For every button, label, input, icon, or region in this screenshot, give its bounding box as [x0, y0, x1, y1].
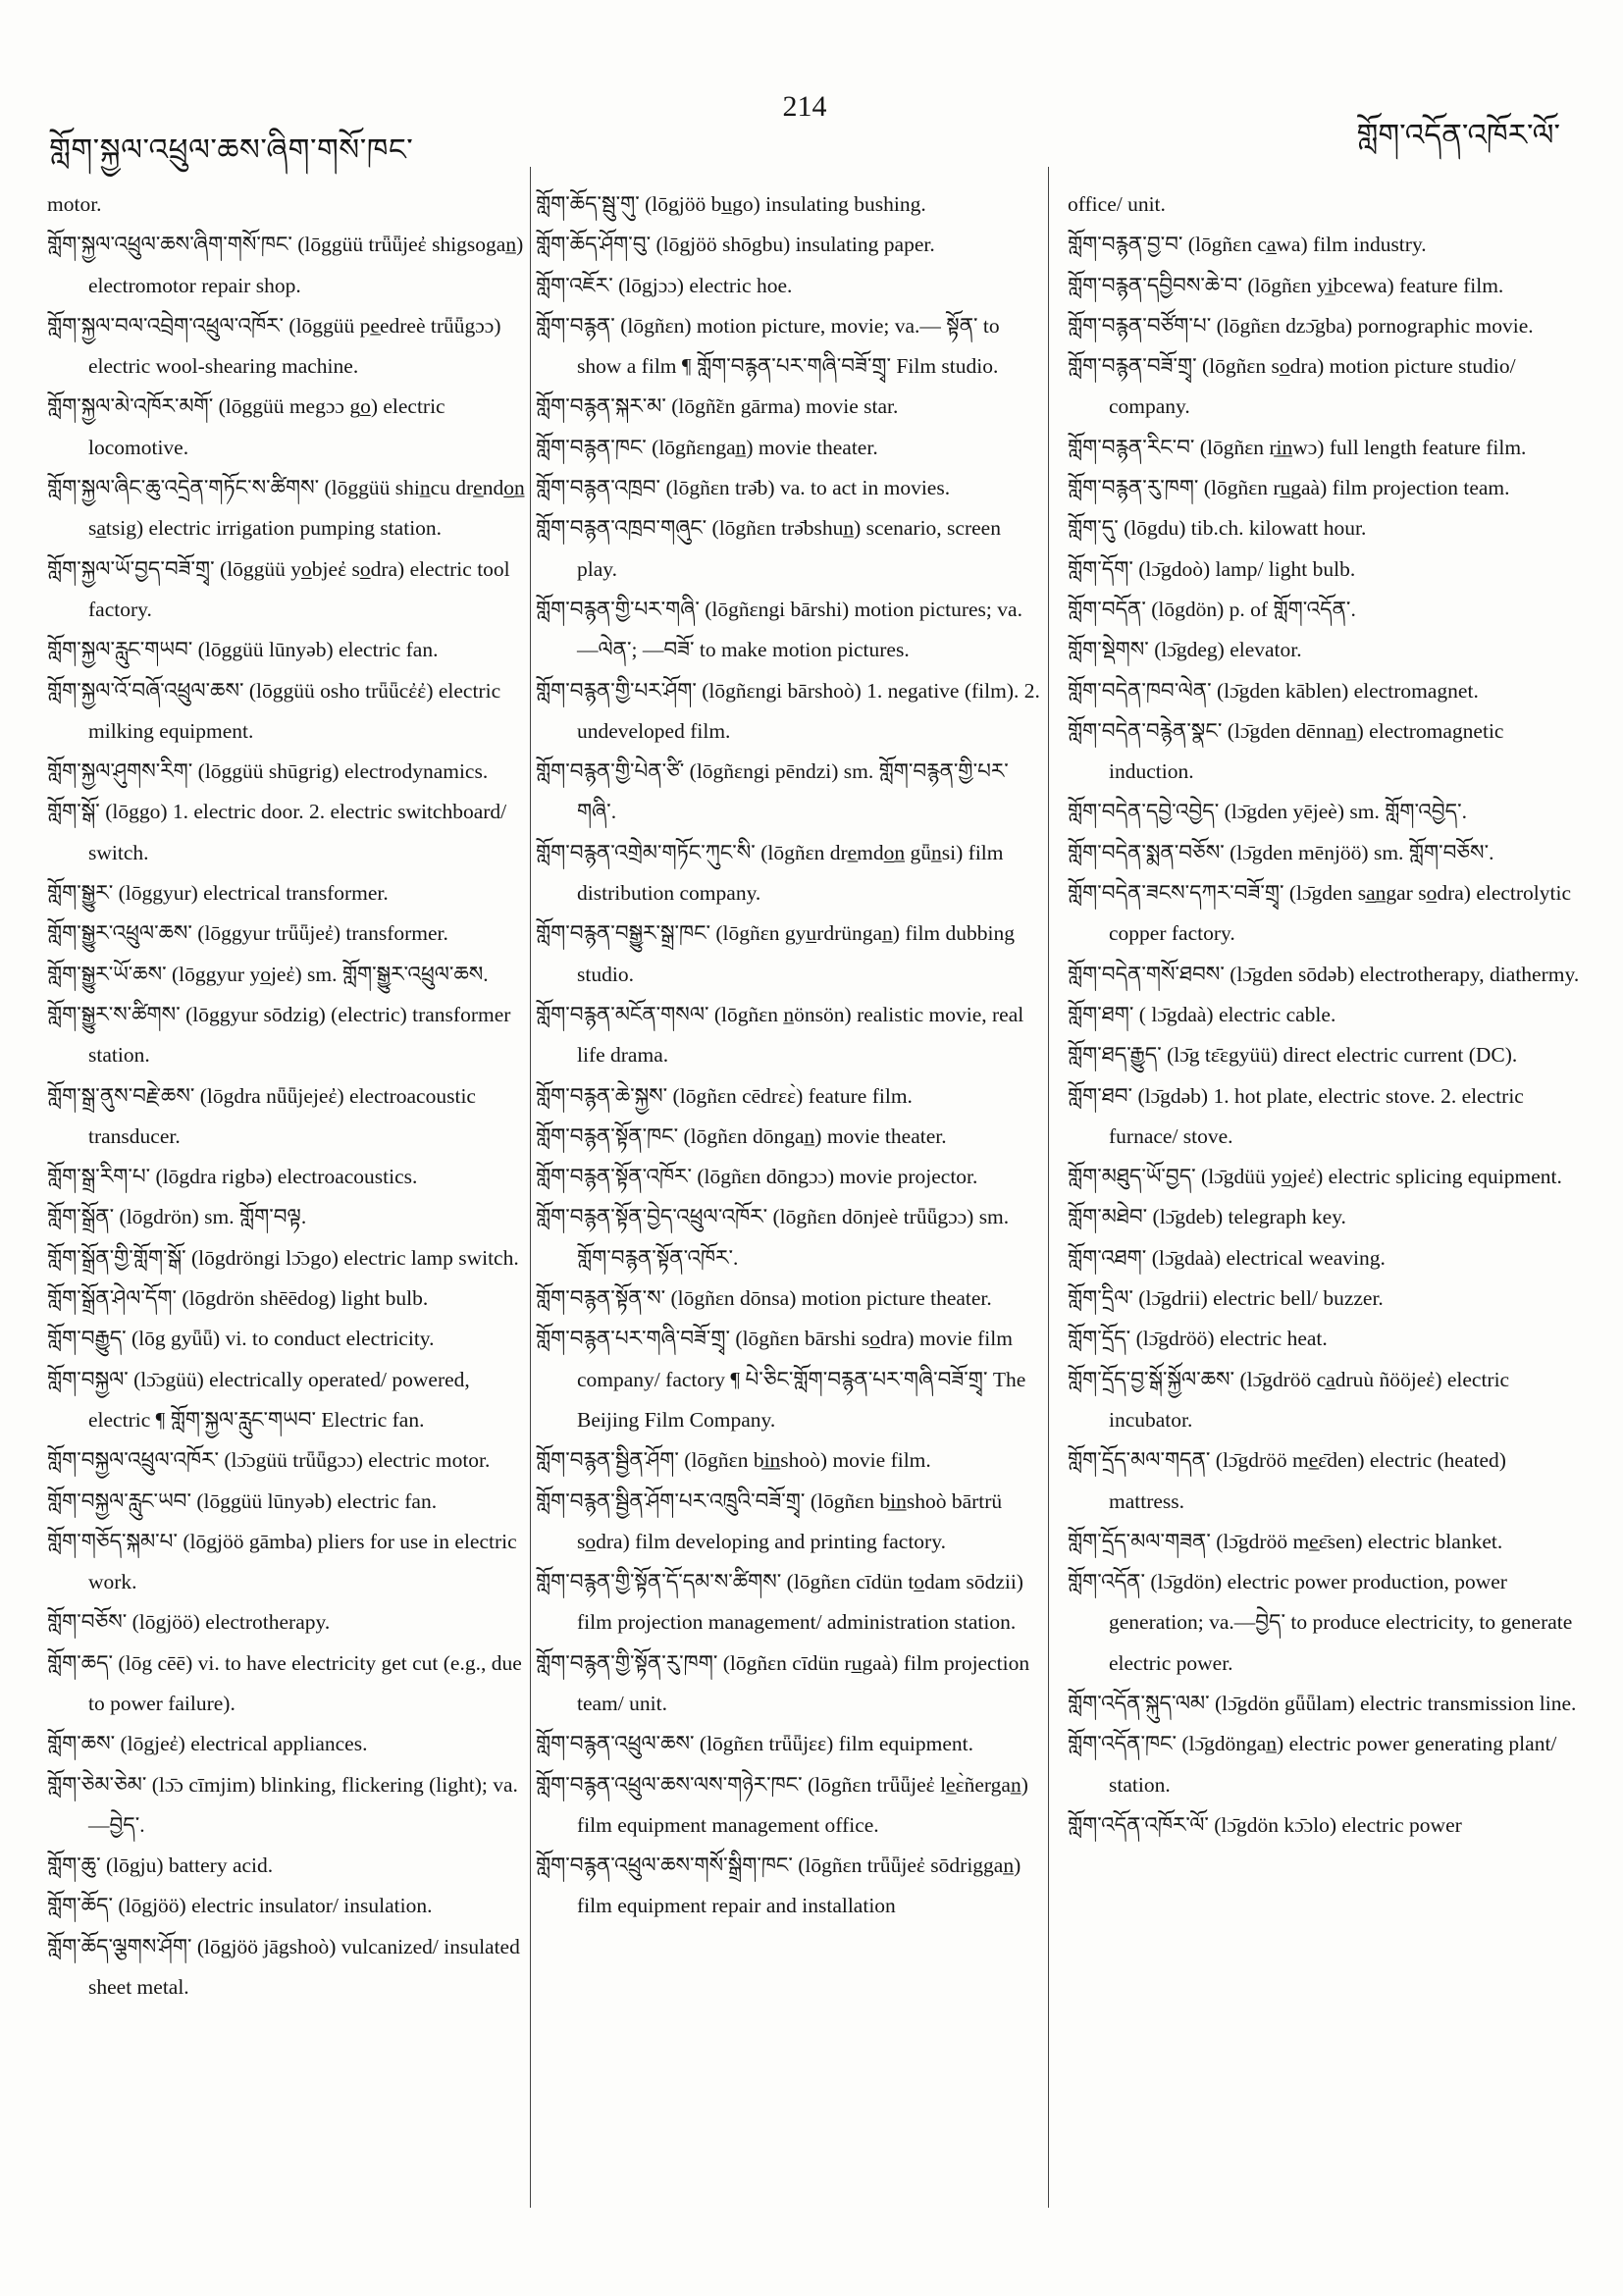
dictionary-entry: གློག་བརྙན་སྟོན་འཁོར་ (lōgñɛn dōngɔɔ) movie projector.: [536, 1165, 978, 1189]
page-header: [0, 0, 1623, 177]
dictionary-entry: གློག་ཐག་ ( lɔ̄gdaà) electric cable.: [1068, 1002, 1336, 1026]
dictionary-entry: གློག་བརྙན་འཁྲབ་ (lōgñɛn trə̄b) va. to act in movies.: [536, 476, 951, 500]
dictionary-entry: གློག་བརྙན་སྟོན་ས་ (lōgñɛn dōnsa) motion picture theater.: [536, 1286, 992, 1311]
dictionary-entry: གློག་སྒྱུར་ས་ཚིགས་ (lōggyur sōdzig) (electric) transformer station.: [47, 1002, 511, 1068]
dictionary-entry: office/ unit.: [1068, 192, 1166, 216]
dictionary-entry: གློག་བརྙན་མངོན་གསལ་ (lōgñɛn n̲önsön) realistic movie, real life drama.: [536, 1002, 1024, 1068]
dictionary-entry: གློག་གཅོད་སྐམ་པ་ (lōgjöö gāmba) pliers for use in electric work.: [47, 1529, 517, 1594]
dictionary-entry: གློག་སྐྱལ་ཞིང་ཆུ་འདྲེན་གཏོང་ས་ཚིགས་ (lōggüü shin̲cu dre̲ndo̲n̲ sa̲tsig) electric irrigation pumping station.: [47, 476, 525, 541]
dictionary-entry: གློག་བརྙན་གྱི་སྟོན་དོ་དམ་ས་ཚིགས་ (lōgñɛn cīdün to̲dam sōdzii) film projection management/ administration station.: [536, 1570, 1023, 1635]
dictionary-entry: གློག་བདེན་སྨན་བཅོས་ (lɔ̄gden mēnjöö) sm. གློག་བཅོས་.: [1068, 840, 1494, 864]
dictionary-entry: གློག་འདོན་སྐུད་ལམ་ (lɔ̄gdön gǖǖlam) electric transmission line.: [1068, 1691, 1577, 1715]
dictionary-entry: གློག་མཐུད་ཡོ་བྱད་ (lɔ̄gdüü yo̲jeἐ) electric splicing equipment.: [1068, 1165, 1562, 1189]
dictionary-entry: གློག་མཐེབ་ (lɔ̄gdeb) telegraph key.: [1068, 1205, 1346, 1229]
dictionary-entry: གློག་བརྙན་གྱི་པར་གཞི་ (lōgñɛngi bārshi) motion pictures; va.—ལེན་; —བཟོ་ to make motion pictures.: [536, 597, 1022, 662]
dictionary-entry: གློག་ཐབ་ (lɔ̄gdəb) 1. hot plate, electric stove. 2. electric furnace/ stove.: [1068, 1083, 1524, 1148]
dictionary-entry: གློག་བདེན་གསོ་ཐབས་ (lɔ̄gden sōdəb) electrotherapy, diathermy.: [1068, 962, 1580, 986]
dictionary-entry: གློག་སྒྲ་ནུས་བརྗེ་ཆས་ (lōgdra nǖǖjejeἐ) electroacoustic transducer.: [47, 1083, 476, 1148]
dictionary-entry: གློག་ཅེམ་ཅེམ་ (lɔ̄ɔ cīmjim) blinking, flickering (light); va.—བྱེད་.: [47, 1772, 518, 1837]
dictionary-entry: གློག་བརྙན་ཆེ་སྐྱས་ (lōgñɛn cēdrɛɛ̀) feature film.: [536, 1083, 913, 1108]
dictionary-entry: གློག་སྒྲ་རིག་པ་ (lōgdra rigbə) electroacoustics.: [47, 1165, 418, 1189]
dictionary-entry: གློག་བསྐྱལ་འཕྲུལ་འཁོར་ (lɔ̄ɔgüü trǖǖgɔɔ) electric motor.: [47, 1448, 491, 1473]
dictionary-entry: གློག་བརྙན་གྱི་པེན་ཙི་ (lōgñɛngi pēndzi) sm. གློག་བརྙན་གྱི་པར་གཞི་.: [536, 759, 1009, 824]
dictionary-entry: motor.: [47, 192, 102, 216]
dictionary-entry: གློག་བརྙན་འཕྲུལ་ཆས་གསོ་སྒྲིག་ཁང་ (lōgñɛn trǖǖjeἐ sōdriggan̲) film equipment repair and installation: [536, 1853, 1021, 1918]
dictionary-entry: གློག་བརྙན་སྦྱིན་ཤོག་ (lōgñɛn bi̲n̲shoò) movie film.: [536, 1448, 931, 1473]
dictionary-entry: གློག་བསྐྱལ་ (lɔ̄ɔgüü) electrically operated/ powered, electric ¶ གློག་སྐྱལ་རླུང་གཡབ་ Electric fan.: [47, 1367, 470, 1432]
dictionary-entry: གློག་བརྙན་སྟོན་བྱེད་འཕྲུལ་འཁོར་ (lōgñɛn dōnjeè trǖǖgɔɔ) sm. གློག་བརྙན་སྟོན་འཁོར་.: [536, 1205, 1010, 1270]
dictionary-entry: གློག་བརྙན་བཙོག་པ་ (lōgñɛn dzɔ̄gba) pornographic movie.: [1068, 313, 1534, 338]
dictionary-entry: གློག་ཐད་རྒྱུད་ (lɔ̄g tɛ̄ɛgyüü) direct electric current (DC).: [1068, 1043, 1518, 1068]
dictionary-entry: གློག་སྒོ་ (lōggo) 1. electric door. 2. electric switchboard/ switch.: [47, 800, 507, 864]
dictionary-entry: གློག་བརྙན་འགྲེམ་གཏོང་ཀུང་སི་ (lōgñɛn dre̲mdo̲n̲ gǖn̲si) film distribution company.: [536, 840, 1004, 906]
dictionary-entry: གློག་དྲོད་བྱ་སྒོ་སྐྱོལ་ཆས་ (lɔ̄gdröö ca̲druù ñööjeἐ) electric incubator.: [1068, 1367, 1510, 1432]
dictionary-entry: གློག་སྐྱལ་འོ་བཞོ་འཕྲུལ་ཆས་ (lōggüü osho trǖǖcἐἐ) electric milking equipment.: [47, 678, 501, 743]
dictionary-entry: གློག་འདོན་ (lɔ̄gdön) electric power production, power generation; va.—བྱེད་ to produce electricity, to generate electric power.: [1068, 1570, 1573, 1675]
dictionary-entry: གློག་བདེན་ཁབ་ལེན་ (lɔ̄gden kāblen) electromagnet.: [1068, 678, 1479, 703]
dictionary-entry: གློག་དུ་ (lōgdu) tib.ch. kilowatt hour.: [1068, 516, 1367, 541]
dictionary-entry: གློག་སྐྱལ་མེ་འཁོར་མགོ་ (lōggüü megɔɔ go̲) electric locomotive.: [47, 394, 445, 459]
dictionary-entry: གློག་སྡེགས་ (lɔ̄gdeg) elevator.: [1068, 638, 1302, 662]
dictionary-entry: གློག་འཐག་ (lɔ̄gdaà) electrical weaving.: [1068, 1245, 1386, 1270]
dictionary-entry: གློག་བརྙན་བྱ་བ་ (lōgñɛn ca̲wa) film industry.: [1068, 233, 1427, 257]
dictionary-entry: གློག་ཆོད་ཤོག་བུ་ (lōgjöö shōgbu) insulating paper.: [536, 233, 935, 257]
dictionary-entry: གློག་བརྙན་གྱི་པར་ཤོག་ (lōgñɛngi bārshoò) 1. negative (film). 2. undeveloped film.: [536, 678, 1040, 743]
dictionary-entry: གློག་བརྙན་བསྒྱུར་སྒྲ་ཁང་ (lōgñɛn gyu̲rdrüngan̲) film dubbing studio.: [536, 921, 1016, 986]
dictionary-entry: གློག་འཇོར་ (lōgjɔɔ) electric hoe.: [536, 273, 793, 297]
dictionary-entry: གློག་བརྙན་པར་གཞི་བཟོ་གྲྭ་ (lōgñɛn bārshi so̲dra) movie film company/ factory ¶ པེ་ཅིང་གློག་བརྙན་པར་གཞི་བཟོ་གྲྭ་ The Beijing Film Company.: [536, 1327, 1026, 1432]
dictionary-entry: གློག་ཆོད་ (lōgjöö) electric insulator/ insulation.: [47, 1894, 433, 1918]
dictionary-entry: གློག་ཆོད་ལྕགས་ཤོག་ (lōgjöö jāgshoò) vulcanized/ insulated sheet metal.: [47, 1934, 520, 2000]
dictionary-entry: གློག་བདོན་ (lōgdön) p. of གློག་འདོན་.: [1068, 597, 1356, 621]
dictionary-entry: གློག་སྒྲོན་ (lōgdrön) sm. གློག་བལྟ.: [47, 1205, 307, 1229]
dictionary-entry: གློག་སྐྱལ་རླུང་གཡབ་ (lōggüü lūnyəb) electric fan.: [47, 638, 439, 662]
running-head-right: གློག་འདོན་འཁོར་ལོ་: [1356, 118, 1560, 153]
dictionary-column-2: [536, 184, 1042, 2257]
dictionary-entry: གློག་བརྙན་གྱི་སྟོན་རུ་ཁག་ (lōgñɛn cīdün ru̲gaà) film projection team/ unit.: [536, 1650, 1030, 1715]
column-divider: [1048, 167, 1049, 2208]
dictionary-entry: གློག་འདོན་འཁོར་ལོ་ (lɔ̄gdön kɔ̄ɔlo) electric power: [1068, 1812, 1462, 1837]
dictionary-entry: གློག་སྒྱུར་འཕྲུལ་ཆས་ (lōggyur trǖǖjeἐ) transformer.: [47, 921, 448, 946]
dictionary-entry: གློག་བརྙན་འཁྲབ་གཞུང་ (lōgñɛn trə̄bshun̲) scenario, screen play.: [536, 516, 1001, 581]
dictionary-entry: གློག་བདེན་བརྙེན་སྣང་ (lɔ̄gden dēnnan̲) electromagnetic induction.: [1068, 718, 1504, 784]
running-head-left: གློག་སྐྱལ་འཕྲུལ་ཆས་ཞིག་གསོ་ཁང་: [49, 132, 414, 168]
dictionary-entry: གློག་འདོན་ཁང་ (lɔ̄gdöngan̲) electric power generating plant/ station.: [1068, 1732, 1557, 1797]
dictionary-entry: གློག་བརྙན་འཕྲུལ་ཆས་ (lōgñɛn trǖǖjɛɛ) film equipment.: [536, 1732, 973, 1756]
page-number: 214: [782, 90, 827, 123]
dictionary-entry: གློག་བསྐྱལ་རླུང་ཡབ་ (lōggüü lūnyəb) electric fan.: [47, 1488, 438, 1513]
dictionary-entry: གློག་སྒྱུར་ཡོ་ཆས་ (lōggyur yo̲jeἐ) sm. གློག་སྒྱུར་འཕྲུལ་ཆས.: [47, 962, 489, 986]
dictionary-entry: གློག་ཆས་ (lōgjeἐ) electrical appliances.: [47, 1732, 368, 1756]
dictionary-entry: གློག་སྐྱལ་བལ་འབྲེག་འཕྲུལ་འཁོར་ (lōggüü pe̲edreè trǖǖgɔɔ) electric wool-shearing machine.: [47, 313, 501, 379]
dictionary-entry: གློག་བརྙན་ (lōgñɛn) motion picture, movie; va.— སྟོན་ to show a film ¶ གློག་བརྙན་པར་གཞི་བཟོ་གྲྭ་ Film studio.: [536, 313, 1000, 379]
dictionary-entry: གློག་སྒྲོན་ཤེལ་དོག་ (lōgdrön shēēdog) light bulb.: [47, 1286, 429, 1311]
dictionary-entry: གློག་བརྒྱུད་ (lōg gyǖǖ) vi. to conduct electricity.: [47, 1327, 435, 1351]
dictionary-entry: གློག་ཆད་ (lōg cēē) vi. to have electricity get cut (e.g., due to power failure).: [47, 1650, 522, 1715]
dictionary-entry: གློག་བརྙན་ཁང་ (lōgñɛngan̲) movie theater.: [536, 435, 878, 459]
dictionary-entry: གློག་དྲོད་ (lɔ̄gdröö) electric heat.: [1068, 1327, 1328, 1351]
dictionary-entry: གློག་བརྙན་སྟོན་ཁང་ (lōgñɛn dōngan̲) movie theater.: [536, 1123, 947, 1148]
dictionary-entry: གློག་དོག་ (lɔ̄gdoò) lamp/ light bulb.: [1068, 556, 1356, 581]
dictionary-entry: གློག་དྲིལ་ (lɔ̄gdrii) electric bell/ buzzer.: [1068, 1286, 1384, 1311]
dictionary-entry: གློག་བརྙན་དབྱིབས་ཆེ་བ་ (lōgñɛn yi̲bcewa) feature film.: [1068, 273, 1504, 297]
dictionary-entry: གློག་བཅོས་ (lōgjöö) electrotherapy.: [47, 1610, 331, 1635]
dictionary-entry: གློག་ཆུ་ (lōgju) battery acid.: [47, 1853, 274, 1878]
dictionary-entry: གློག་སྐྱལ་ཤུགས་རིག་ (lōggüü shūgrig) electrodynamics.: [47, 759, 489, 784]
dictionary-entry: གློག་བརྙན་རིང་བ་ (lōgñɛn ri̲n̲wɔ) full length feature film.: [1068, 435, 1527, 459]
dictionary-column-3: [1068, 184, 1586, 2257]
dictionary-entry: གློག་བདེན་དབྱེ་འབྱེད་ (lɔ̄gden yējeè) sm. གློག་འབྱེད་.: [1068, 800, 1468, 824]
dictionary-entry: གློག་བརྙན་འཕྲུལ་ཆས་ལས་གཉེར་ཁང་ (lōgñɛn trǖǖjeἐ le̲ɛ̀ñergan̲) film equipment management office.: [536, 1772, 1028, 1837]
dictionary-entry: གློག་བརྙན་བཟོ་གྲྭ་ (lōgñɛn so̲dra) motion picture studio/ company.: [1068, 354, 1516, 419]
dictionary-entry: གློག་བརྙན་རུ་ཁག་ (lōgñɛn ru̲gaà) film projection team.: [1068, 476, 1510, 500]
dictionary-entry: གློག་དྲོད་མལ་གཟན་ (lɔ̄gdröö me̲ɛ̄sen) electric blanket.: [1068, 1529, 1503, 1553]
column-divider: [530, 167, 531, 2208]
dictionary-entry: གློག་བརྙན་སྦྱིན་ཤོག་པར་འཁྲུའི་བཟོ་གྲྭ་ (lōgñɛn bi̲n̲shoò bārtrü so̲dra) film developing and printing factory.: [536, 1488, 1003, 1553]
dictionary-entry: གློག་སྒྱུར་ (lōggyur) electrical transformer.: [47, 881, 389, 906]
dictionary-entry: གློག་ཆོད་སྦུ་གུ་ (lōgjöö bu̲go) insulating bushing.: [536, 192, 926, 216]
dictionary-entry: གློག་བདེན་ཟངས་དཀར་བཟོ་གྲྭ་ (lɔ̄gden sa̲n̲gar so̲dra) electrolytic copper factory.: [1068, 881, 1572, 946]
dictionary-entry: གློག་སྐྱལ་ཡོ་བྱད་བཟོ་གྲྭ་ (lōggüü yo̲bjeἐ so̲dra) electric tool factory.: [47, 556, 510, 621]
dictionary-entry: གློག་བརྙན་སྐར་མ་ (lōgñ̃ɛn gārma) movie star.: [536, 394, 899, 419]
dictionary-entry: གློག་སྐྱལ་འཕྲུལ་ཆས་ཞིག་གསོ་ཁང་ (lōggüü trǖǖjeἐ shigsogan̲) electromotor repair shop.: [47, 233, 524, 297]
dictionary-entry: གློག་དྲོད་མལ་གདན་ (lɔ̄gdröö me̲ɛ̄den) electric (heated) mattress.: [1068, 1448, 1506, 1513]
dictionary-entry: གློག་སྒྲོན་གྱི་གློག་སྒོ་ (lōgdröngi lɔ̄ɔgo) electric lamp switch.: [47, 1245, 519, 1270]
dictionary-column-1: [47, 184, 530, 2257]
